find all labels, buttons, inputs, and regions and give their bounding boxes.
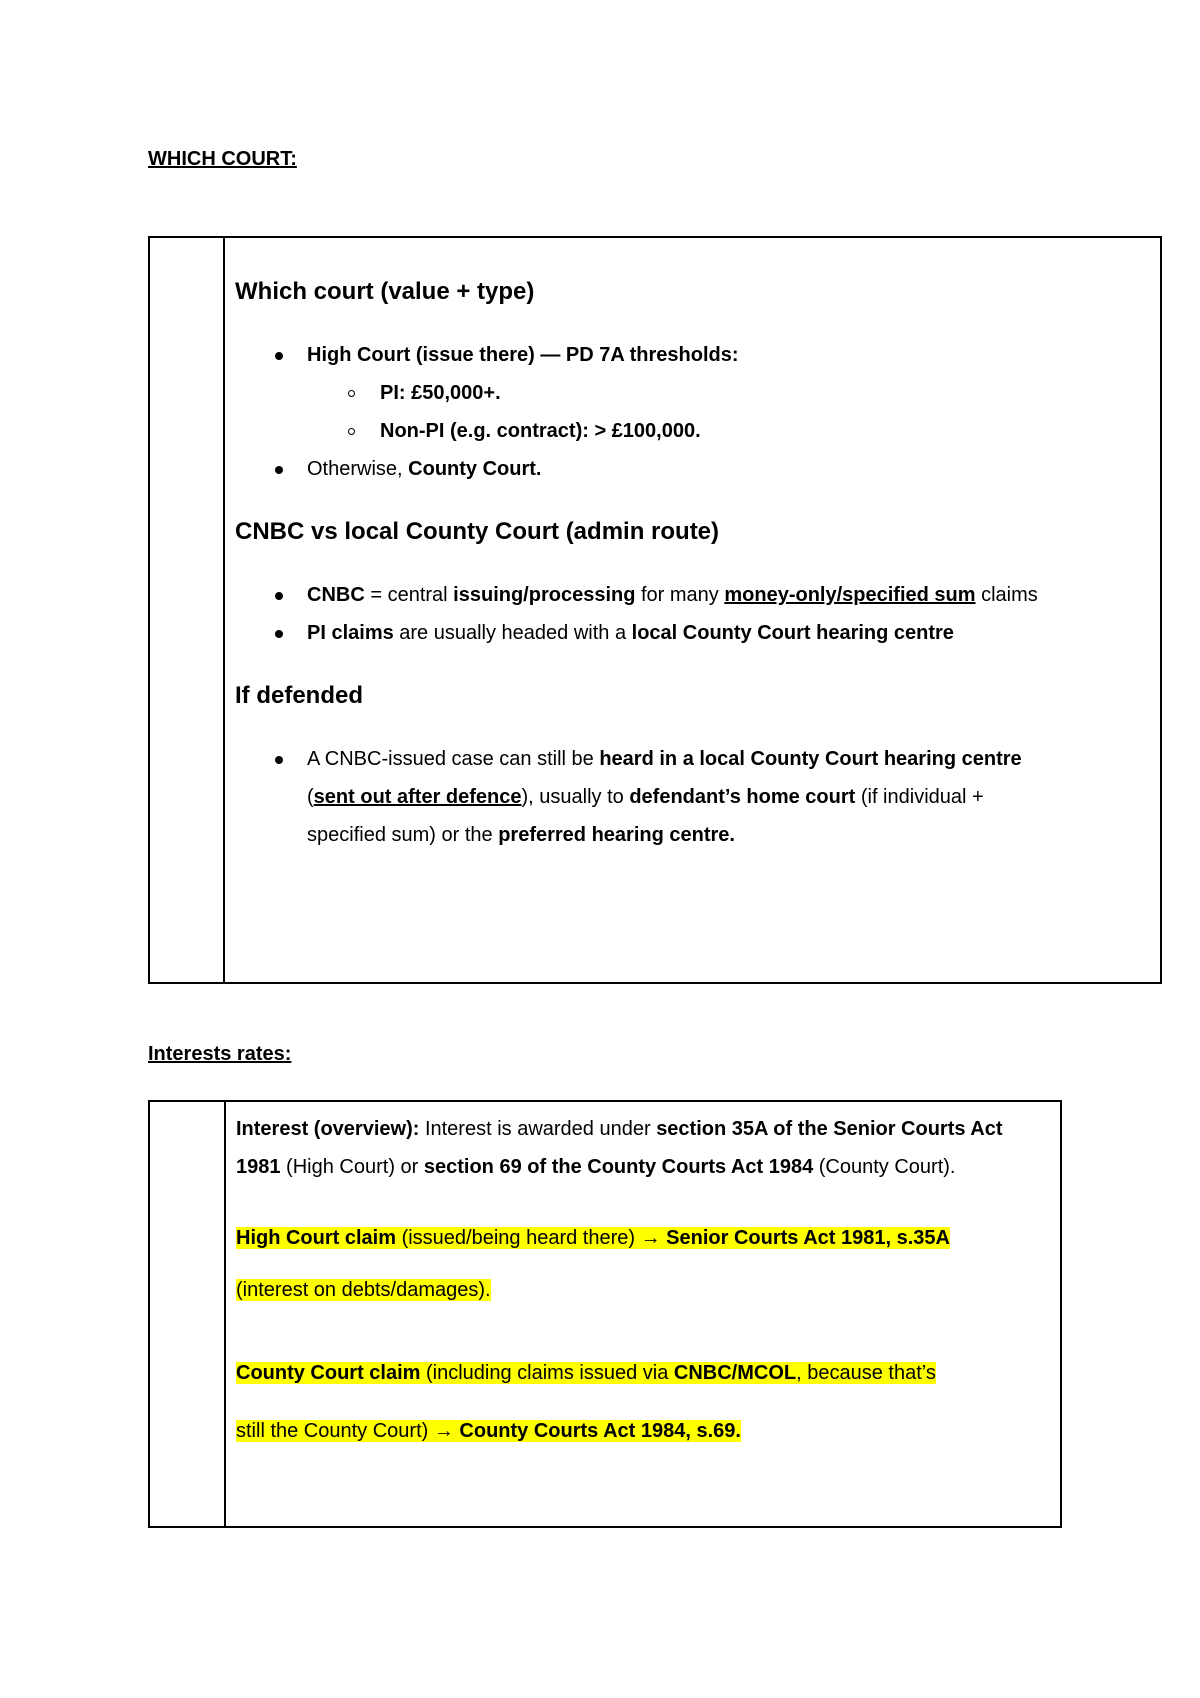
section-title-which-court: Which court (value + type) [235, 278, 535, 305]
heading-which-court: WHICH COURT: [148, 148, 297, 170]
which-court-box [148, 236, 1162, 984]
interest-box [148, 1100, 1062, 1528]
section-title-cnbc: CNBC vs local County Court (admin route) [235, 518, 720, 545]
list-item: PI: £50,000+. [235, 374, 1148, 412]
list-item: Otherwise, County Court. [235, 450, 1148, 488]
list-item: High Court (issue there) — PD 7A thresholds: [235, 336, 1148, 374]
box-gutter [149, 1101, 225, 1527]
list-item: Non-PI (e.g. contract): > £100,000. [235, 412, 1148, 450]
which-court-list [235, 336, 1148, 488]
list-item: A CNBC-issued case can still be heard in a local County Court hearing centre (sent out after defence), usually to defendant’s home court (if individual + specified sum) or the preferred hearing centre. [235, 740, 1148, 854]
list-item: CNBC = central issuing/processing for many money-only/specified sum claims [235, 576, 1148, 614]
section-title-if-defended: If defended [235, 682, 364, 709]
high-court-interest: High Court claim (issued/being heard there) → Senior Courts Act 1981, s.35A (interest on debts/damages). [236, 1227, 950, 1301]
heading-interest-rates: Interests rates: [148, 1043, 292, 1065]
county-court-interest: County Court claim (including claims issued via CNBC/MCOL, because that’s still the County Court) → County Courts Act 1984, s.69. [236, 1362, 936, 1442]
box-gutter [149, 237, 224, 983]
box-content [225, 1101, 1061, 1527]
cnbc-list [235, 576, 1148, 652]
box-content [224, 237, 1161, 983]
interest-overview: Interest (overview): Interest is awarded under section 35A of the Senior Courts Act 1981 (High Court) or section 69 of the County Courts Act 1984 (County Court). [236, 1118, 1003, 1178]
list-item: PI claims are usually headed with a local County Court hearing centre [235, 614, 1148, 652]
defended-list [235, 740, 1148, 854]
